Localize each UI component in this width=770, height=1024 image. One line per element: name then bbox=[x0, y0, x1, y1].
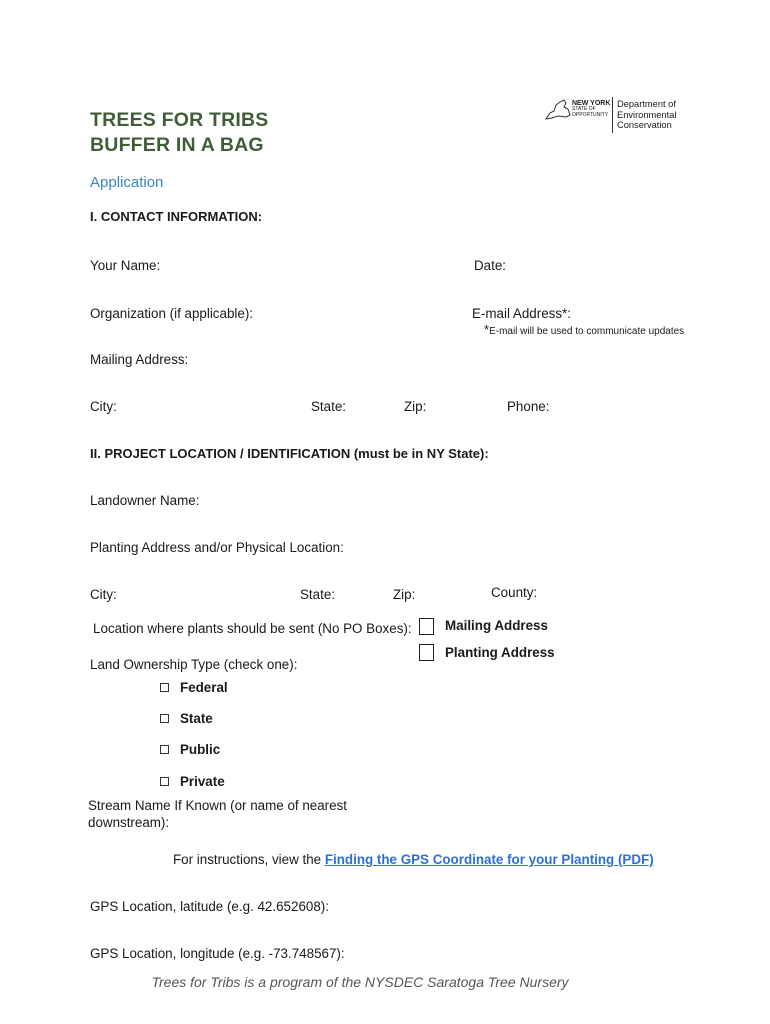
planting-address-checkbox[interactable] bbox=[419, 644, 434, 661]
contact-phone-label: Phone: bbox=[507, 399, 550, 414]
mailing-address-option-label: Mailing Address bbox=[445, 618, 548, 633]
new-york-state-map-icon bbox=[544, 99, 572, 121]
gps-instructions-prefix: For instructions, view the bbox=[173, 852, 322, 867]
title-line2: BUFFER IN A BAG bbox=[90, 134, 264, 156]
logo-state-line2: OPPORTUNITY. bbox=[572, 111, 609, 118]
ownership-option-state[interactable] bbox=[160, 711, 213, 726]
stream-name-label bbox=[88, 797, 347, 831]
contact-city-label: City: bbox=[90, 399, 117, 414]
email-label: E-mail Address*: bbox=[472, 306, 571, 321]
date-label: Date: bbox=[474, 258, 507, 273]
mailing-address-label: Mailing Address: bbox=[90, 352, 189, 367]
page-title bbox=[90, 108, 269, 158]
email-note-star: * bbox=[484, 322, 490, 337]
contact-state-label: State: bbox=[311, 399, 346, 414]
footer-text: Trees for Tribs is a program of the NYSDEC Saratoga Tree Nursery bbox=[151, 974, 569, 990]
your-name-label: Your Name: bbox=[90, 258, 161, 273]
page-subtitle: Application bbox=[90, 174, 164, 191]
gps-latitude-label: GPS Location, latitude (e.g. 42.652608): bbox=[90, 899, 329, 914]
federal-label: Federal bbox=[180, 680, 228, 695]
logo-divider bbox=[612, 97, 613, 133]
project-section-heading: II. PROJECT LOCATION / IDENTIFICATION (must be in NY State): bbox=[90, 446, 489, 461]
planting-address-option-label: Planting Address bbox=[445, 645, 555, 660]
mailing-address-checkbox[interactable] bbox=[419, 618, 434, 635]
nys-dec-logo bbox=[544, 97, 684, 137]
federal-checkbox[interactable] bbox=[160, 683, 169, 692]
logo-department-text bbox=[617, 99, 676, 131]
public-label: Public bbox=[180, 742, 221, 757]
gps-instructions-link[interactable]: Finding the GPS Coordinate for your Planting (PDF) bbox=[324, 852, 654, 867]
planting-address-label: Planting Address and/or Physical Location: bbox=[90, 540, 344, 555]
state-option-label: State bbox=[180, 711, 213, 726]
gps-instructions bbox=[173, 852, 654, 867]
project-county-label: County: bbox=[491, 585, 538, 600]
project-zip-label: Zip: bbox=[393, 587, 416, 602]
ownership-option-public[interactable] bbox=[160, 742, 220, 757]
ownership-type-label: Land Ownership Type (check one): bbox=[90, 657, 298, 672]
send-location-label: Location where plants should be sent (No PO Boxes): bbox=[93, 621, 412, 636]
organization-label: Organization (if applicable): bbox=[90, 306, 254, 321]
private-label: Private bbox=[180, 774, 225, 789]
gps-longitude-label: GPS Location, longitude (e.g. -73.748567): bbox=[90, 946, 345, 961]
logo-dept-line2: Environmental bbox=[617, 109, 677, 120]
logo-dept-line3: Conservation bbox=[617, 120, 672, 130]
public-checkbox[interactable] bbox=[160, 745, 169, 754]
contact-zip-label: Zip: bbox=[404, 399, 427, 414]
stream-name-line1: Stream Name If Known (or name of nearest bbox=[88, 798, 347, 813]
contact-section-heading: I. CONTACT INFORMATION: bbox=[90, 209, 263, 224]
logo-state-line1: STATE OF bbox=[572, 106, 596, 112]
email-note-text: E-mail will be used to communicate updates bbox=[489, 326, 685, 337]
ownership-option-federal[interactable] bbox=[160, 680, 228, 695]
title-line1: TREES FOR TRIBS bbox=[90, 109, 269, 131]
project-state-label: State: bbox=[300, 587, 335, 602]
ownership-option-private[interactable] bbox=[160, 774, 225, 789]
landowner-name-label: Landowner Name: bbox=[90, 493, 200, 508]
project-city-label: City: bbox=[90, 587, 117, 602]
state-checkbox[interactable] bbox=[160, 714, 169, 723]
logo-dept-line1: Department of bbox=[617, 99, 676, 109]
email-note bbox=[484, 322, 684, 337]
logo-state-text bbox=[572, 107, 609, 118]
private-checkbox[interactable] bbox=[160, 777, 169, 786]
logo-ny-text: NEW YORK bbox=[572, 100, 611, 107]
stream-name-line2: downstream): bbox=[88, 815, 170, 830]
